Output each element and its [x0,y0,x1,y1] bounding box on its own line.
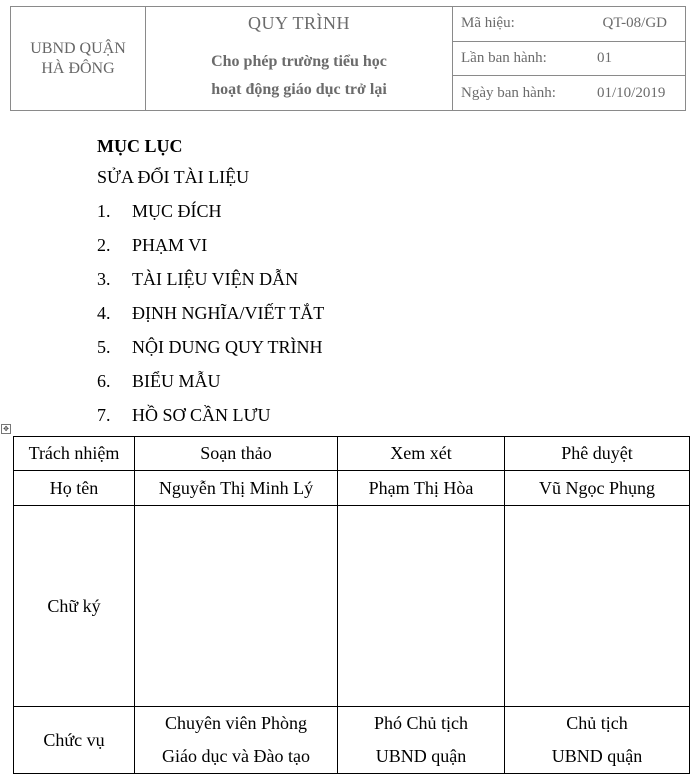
toc-item [97,330,324,364]
organization-cell [11,7,146,110]
toc-item-label: NỘI DUNG QUY TRÌNH [132,337,323,357]
toc-item-number: 3. [97,269,111,289]
meta-date-label: Ngày ban hành: [461,84,556,101]
toc-item-label: ĐỊNH NGHĨA/VIẾT TẮT [132,303,325,323]
toc-item [97,262,324,296]
signature-label: Chữ ký [14,506,135,707]
toc-item-label: MỤC ĐÍCH [132,201,222,221]
reviewer-position [338,707,505,774]
position-line-2: UBND quận [375,746,467,766]
metadata-cell [453,7,685,110]
toc-item-number: 4. [97,303,111,323]
toc-item-number: 7. [97,405,111,425]
meta-issue-label: Lần ban hành: [461,50,547,66]
document-subtitle [211,48,387,104]
toc-item-label: PHẠM VI [132,235,208,255]
toc-item-label: HỒ SƠ CẦN LƯU [132,405,271,425]
toc-title: MỤC LỤC [97,136,183,156]
subtitle-line-1: Cho phép trường tiểu học [211,53,387,70]
meta-code-label: Mã hiệu: [461,15,515,32]
toc-item [97,296,324,330]
document-header [10,6,686,111]
name-label: Họ tên [14,471,135,506]
title-cell [146,7,453,110]
reviewer-signature [338,506,505,707]
toc-item-label: BIỂU MẪU [132,371,221,391]
approver-position [505,707,690,774]
drafter-name: Nguyễn Thị Minh Lý [135,471,338,506]
header-approved: Phê duyệt [505,437,690,471]
toc-item [97,398,324,432]
subtitle-line-2: hoạt động giáo dục trở lại [211,81,387,98]
org-line-2: HÀ ĐÔNG [41,59,115,77]
meta-code-row [453,7,685,42]
header-responsibility: Trách nhiệm [14,437,135,471]
drafter-signature [135,506,338,707]
reviewer-name: Phạm Thị Hòa [338,471,505,506]
document-type-title: QUY TRÌNH [248,13,350,33]
toc-item [97,228,324,262]
toc-item-label: TÀI LIỆU VIỆN DẪN [132,269,299,289]
toc-item-number: 6. [97,371,111,391]
position-line-1: Chuyên viên Phòng [165,713,307,733]
meta-issue-row [453,42,685,77]
meta-code-value: QT-08/GD [602,15,667,32]
toc-item [97,194,324,228]
toc-item-number: 1. [97,201,111,221]
meta-date-row [453,76,685,110]
approver-signature [505,506,690,707]
toc-item-number: 2. [97,235,111,255]
name-row [14,471,690,506]
org-line-1: UBND QUẬN [30,39,126,57]
table-header-row [14,437,690,471]
signature-table [13,436,690,774]
table-of-contents [97,130,324,432]
toc-item [97,364,324,398]
header-drafted: Soạn thảo [135,437,338,471]
approver-name: Vũ Ngọc Phụng [505,471,690,506]
position-line-1: Phó Chủ tịch [373,713,468,733]
signature-row [14,506,690,707]
header-reviewed: Xem xét [338,437,505,471]
toc-item-number: 5. [97,337,111,357]
toc-revision: SỬA ĐỔI TÀI LIỆU [97,167,250,187]
position-line-1: Chủ tịch [566,713,628,733]
position-row [14,707,690,774]
move-handle-icon[interactable]: ✥ [1,424,11,434]
meta-issue-value: 01 [597,50,612,66]
position-label: Chức vụ [14,707,135,774]
position-line-2: UBND quận [551,746,643,766]
position-line-2: Giáo dục và Đào tạo [162,746,310,766]
meta-date-value: 01/10/2019 [597,84,666,101]
drafter-position [135,707,338,774]
